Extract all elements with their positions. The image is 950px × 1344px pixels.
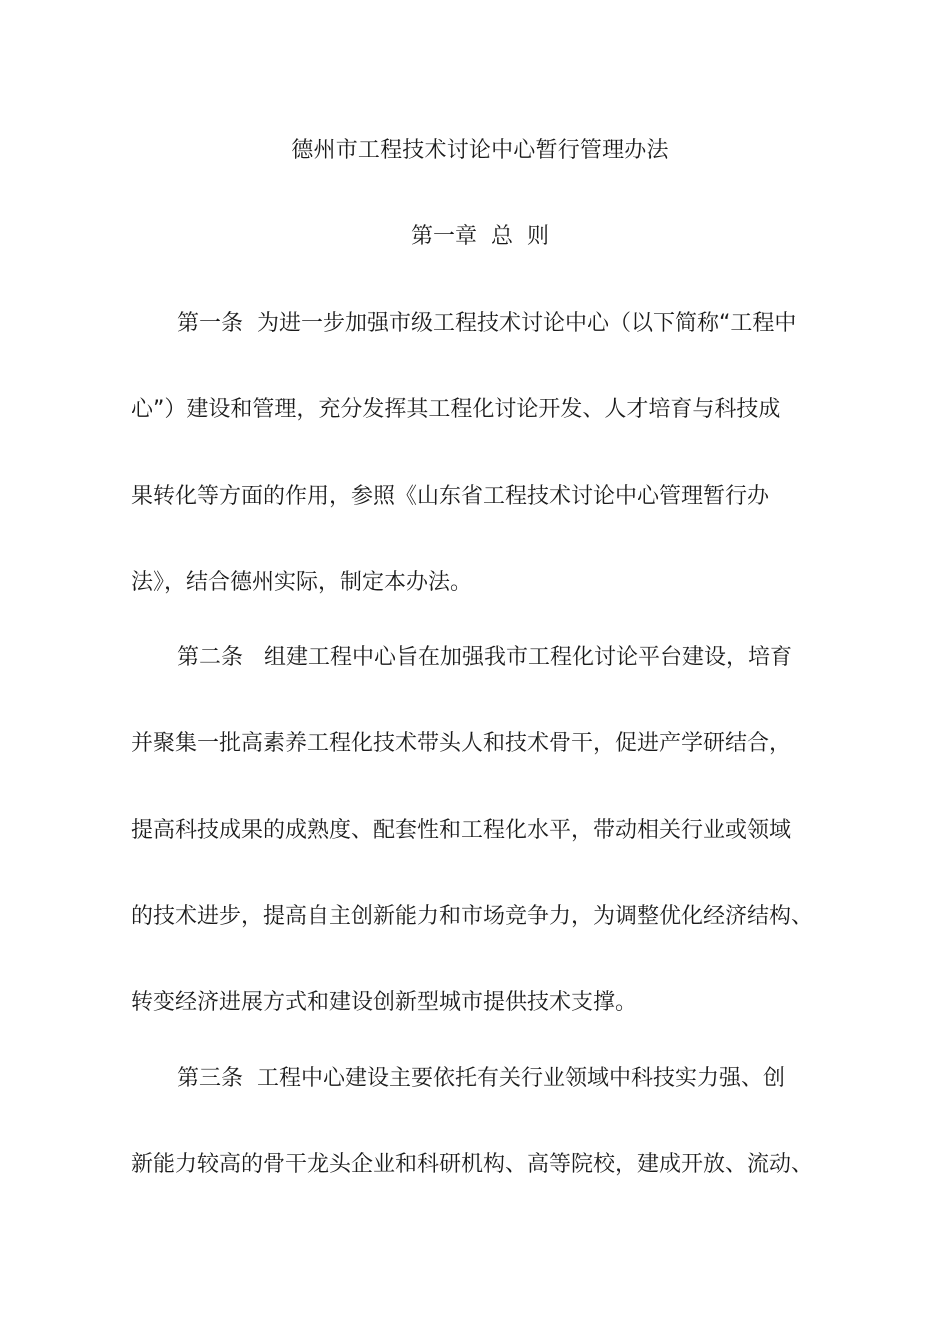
- article-2-line-3: 提高科技成果的成熟度、配套性和工程化水平，带动相关行业或领域: [131, 818, 792, 843]
- article-1-line-2: 心”）建设和管理，充分发挥其工程化讨论开发、人才培育与科技成: [131, 397, 781, 422]
- article-2-line-5: 转变经济进展方式和建设创新型城市提供技术支撑。: [131, 990, 638, 1015]
- article-1-line-4: 法》，结合德州实际，制定本办法。: [131, 570, 473, 595]
- article-2-line-1: 第二条 组建工程中心旨在加强我市工程化讨论平台建设，培育: [177, 645, 792, 670]
- article-1-line-3: 果转化等方面的作用，参照《山东省工程技术讨论中心管理暂行办: [131, 484, 770, 509]
- article-3-line-2: 新能力较高的骨干龙头企业和科研机构、高等院校，建成开放、流动、: [131, 1152, 814, 1177]
- document-title: 德州市工程技术讨论中心暂行管理办法: [291, 138, 669, 163]
- article-2-line-4: 的技术进步，提高自主创新能力和市场竞争力，为调整优化经济结构、: [131, 904, 814, 929]
- article-3-line-1: 第三条 工程中心建设主要依托有关行业领域中科技实力强、创: [177, 1066, 785, 1091]
- article-2-line-2: 并聚集一批高素养工程化技术带头人和技术骨干，促进产学研结合，: [131, 731, 792, 756]
- article-1-line-1: 第一条 为进一步加强市级工程技术讨论中心（以下简称“工程中: [177, 311, 797, 336]
- chapter-heading: 第一章 总 则: [411, 224, 549, 249]
